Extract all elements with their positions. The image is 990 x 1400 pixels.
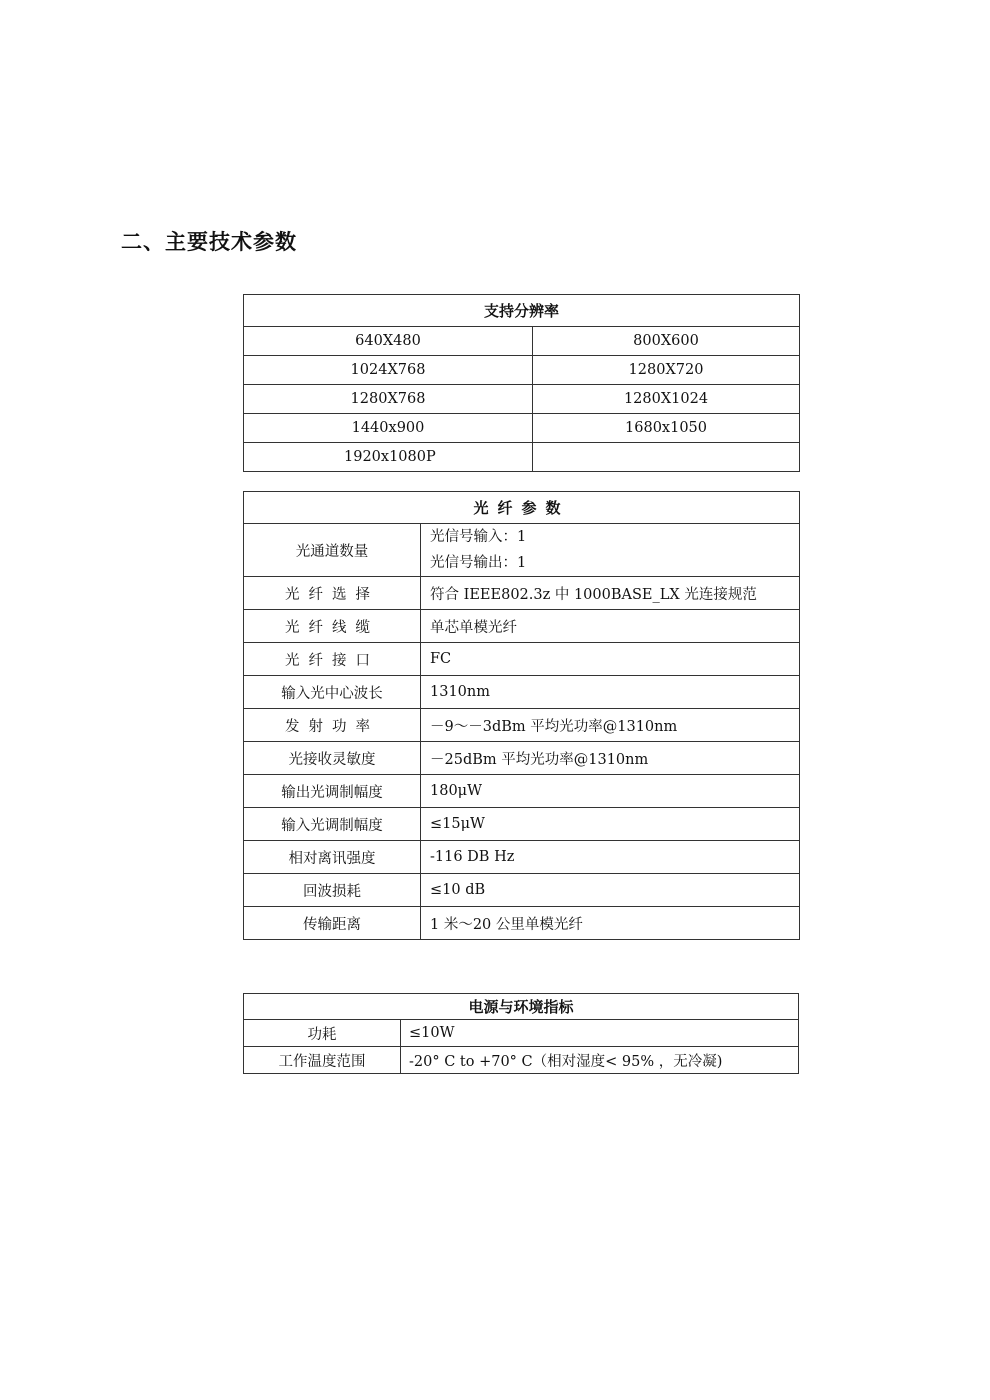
param-value-line: 光信号输入：1 (430, 529, 527, 545)
table-row (244, 356, 800, 385)
table-row (244, 443, 800, 472)
table-row (244, 775, 800, 808)
resolution-cell: 1280X720 (533, 356, 800, 385)
resolution-cell: 1024X768 (244, 356, 533, 385)
table-row (244, 742, 800, 775)
table-row (244, 841, 800, 874)
table-row (244, 643, 800, 676)
table-row (244, 676, 800, 709)
section-heading: 二、主要技术参数 (121, 230, 297, 254)
table-row (244, 610, 800, 643)
table-row (244, 874, 800, 907)
param-value: 1 米～20 公里单模光纤 (421, 907, 800, 940)
param-label: 输入光中心波长 (244, 676, 421, 709)
resolution-table-title: 支持分辨率 (244, 295, 800, 327)
table-row (244, 385, 800, 414)
table-row (244, 327, 800, 356)
param-value: －25dBm 平均光功率@1310nm (421, 742, 800, 775)
param-label: 功耗 (244, 1020, 401, 1047)
param-value: －9～－3dBm 平均光功率@1310nm (421, 709, 800, 742)
resolution-cell: 640X480 (244, 327, 533, 356)
table-row (244, 1020, 799, 1047)
param-label: 回波损耗 (244, 874, 421, 907)
fiber-parameters-table (243, 491, 800, 940)
resolution-cell: 1680x1050 (533, 414, 800, 443)
resolution-cell: 1920x1080P (244, 443, 533, 472)
param-label: 输出光调制幅度 (244, 775, 421, 808)
param-label: 输入光调制幅度 (244, 808, 421, 841)
param-value: ≤15μW (421, 808, 800, 841)
table-row (244, 808, 800, 841)
param-value: -116 DB Hz (421, 841, 800, 874)
param-value: -20° C to +70° C（相对湿度< 95% ，无冷凝) (401, 1047, 799, 1074)
param-label: 光接收灵敏度 (244, 742, 421, 775)
param-label: 光纤接口 (244, 643, 421, 676)
resolution-cell-empty (533, 443, 800, 472)
param-label: 发射功率 (244, 709, 421, 742)
resolution-cell: 1280X1024 (533, 385, 800, 414)
param-label: 相对离讯强度 (244, 841, 421, 874)
power-environment-table (243, 993, 799, 1074)
resolution-cell: 800X600 (533, 327, 800, 356)
param-label: 传输距离 (244, 907, 421, 940)
table-row (244, 709, 800, 742)
resolution-table (243, 294, 800, 472)
param-label: 光通道数量 (244, 524, 421, 577)
table-row (244, 1047, 799, 1074)
resolution-cell: 1440x900 (244, 414, 533, 443)
param-value: 1310nm (421, 676, 800, 709)
param-value: ≤10 dB (421, 874, 800, 907)
param-value: FC (421, 643, 800, 676)
param-value: 180μW (421, 775, 800, 808)
table-row (244, 577, 800, 610)
table-row (244, 907, 800, 940)
fiber-table-title: 光纤参数 (244, 492, 800, 524)
table-row (244, 414, 800, 443)
param-value: ≤10W (401, 1020, 799, 1047)
resolution-cell: 1280X768 (244, 385, 533, 414)
param-label: 光纤线缆 (244, 610, 421, 643)
param-label: 工作温度范围 (244, 1047, 401, 1074)
param-value: 单芯单模光纤 (421, 610, 800, 643)
power-table-title: 电源与环境指标 (244, 994, 799, 1020)
param-value: 符合 IEEE802.3z 中 1000BASE_LX 光连接规范 (421, 577, 800, 610)
param-label: 光纤选择 (244, 577, 421, 610)
param-value-line: 光信号输出：1 (430, 555, 527, 571)
param-value (421, 524, 800, 577)
table-row (244, 524, 800, 577)
